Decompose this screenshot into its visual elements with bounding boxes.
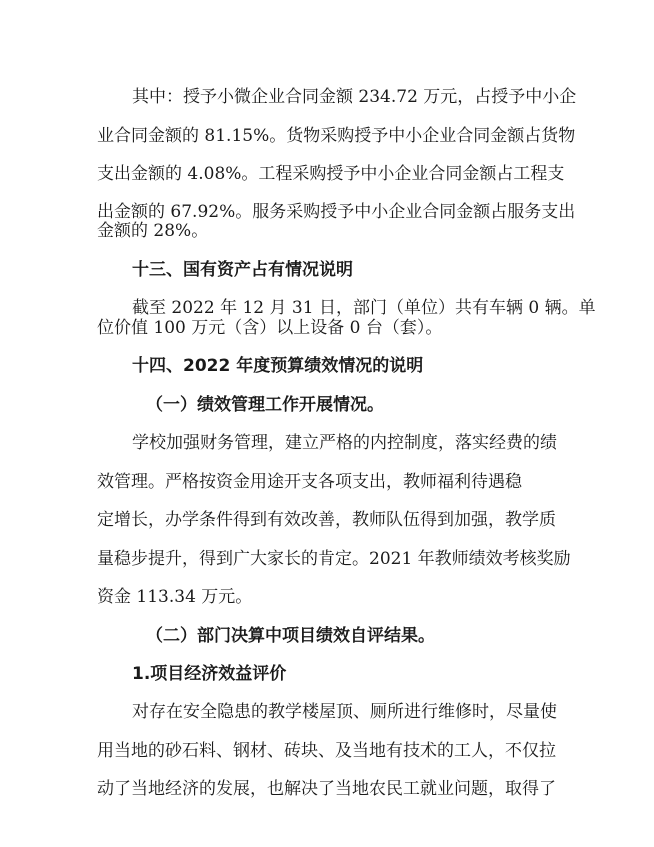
paragraph-line: 业合同金额的 81.15%。货物采购授予中小企业合同金额占货物	[97, 126, 576, 146]
paragraph-line: 其中：授予小微企业合同金额 234.72 万元，占授予中小企	[132, 87, 577, 107]
section-heading-14: 十四、2022 年度预算绩效情况的说明	[132, 356, 424, 376]
subsection-heading-1: （一）绩效管理工作开展情况。	[146, 395, 384, 415]
paragraph-line: 效管理。严格按资金用途开支各项支出，教师福利待遇稳	[97, 472, 522, 492]
paragraph-line: 位价值 100 万元（含）以上设备 0 台（套）。	[97, 318, 443, 338]
paragraph-line: 定增长，办学条件得到有效改善，教师队伍得到加强，教学质	[97, 510, 556, 530]
paragraph-line: 学校加强财务管理，建立严格的内控制度，落实经费的绩	[132, 433, 557, 453]
paragraph-line: 动了当地经济的发展，也解决了当地农民工就业问题，取得了	[97, 779, 556, 799]
section-heading-13: 十三、国有资产占有情况说明	[132, 260, 353, 280]
paragraph-line: 资金 113.34 万元。	[97, 587, 253, 607]
item-heading-1: 1.项目经济效益评价	[132, 664, 287, 684]
paragraph-line: 金额的 28%。	[97, 221, 209, 241]
paragraph-line: 对存在安全隐患的教学楼屋顶、厕所进行维修时，尽量使	[132, 702, 557, 722]
subsection-heading-2: （二）部门决算中项目绩效自评结果。	[146, 626, 435, 646]
paragraph-line: 截至 2022 年 12 月 31 日，部门（单位）共有车辆 0 辆。单	[132, 298, 596, 318]
paragraph-line: 支出金额的 4.08%。工程采购授予中小企业合同金额占工程支	[97, 164, 565, 184]
paragraph-line: 用当地的砂石料、钢材、砖块、及当地有技术的工人，不仅拉	[97, 741, 556, 761]
paragraph-line: 出金额的 67.92%。服务采购授予中小企业合同金额占服务支出	[97, 202, 576, 222]
paragraph-line: 量稳步提升，得到广大家长的肯定。2021 年教师绩效考核奖励	[97, 549, 571, 569]
